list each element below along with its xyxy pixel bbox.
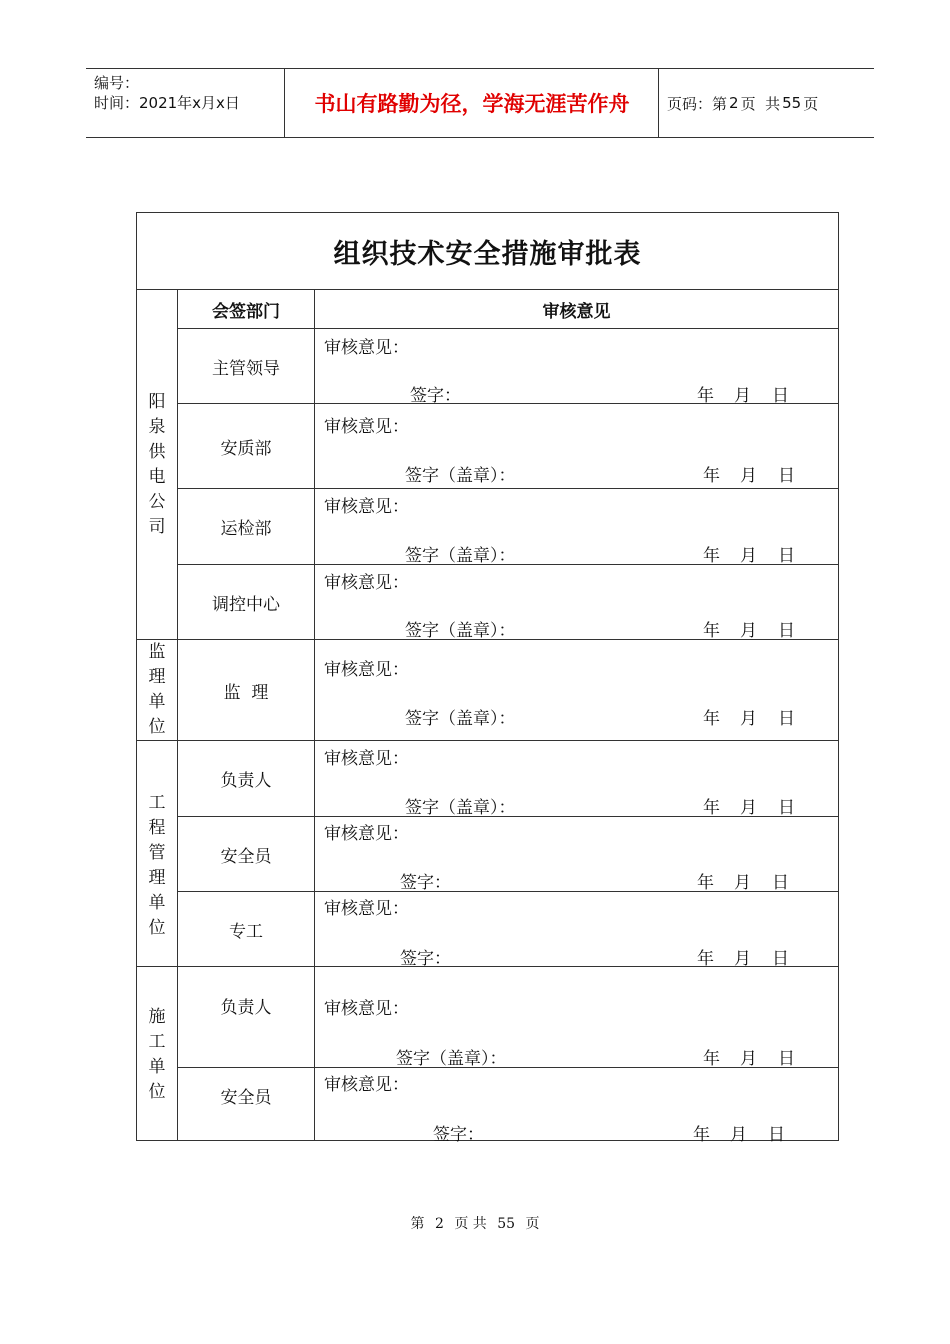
group-char: 电 <box>148 466 166 487</box>
date-line <box>703 1044 795 1069</box>
group-label-supervision <box>137 640 177 740</box>
date-month: 月 <box>740 1049 757 1069</box>
signature-label: 签字： <box>400 873 451 893</box>
page-end: 页 <box>803 94 819 113</box>
date-month: 月 <box>734 386 751 406</box>
group-char: 司 <box>148 516 166 537</box>
signature-label: 签字（盖章）： <box>405 546 516 566</box>
date-month: 月 <box>740 798 757 818</box>
opinion-label: 审核意见： <box>324 999 409 1019</box>
group-char: 泉 <box>148 416 166 437</box>
header-motto: 书山有路勤为径，学海无涯苦作舟 <box>314 92 630 116</box>
header-page-info <box>666 69 819 137</box>
dept-cell: 负责人 <box>220 771 272 791</box>
group-char: 管 <box>148 842 166 863</box>
group-char: 单 <box>148 1056 166 1077</box>
date-month: 月 <box>740 466 757 486</box>
group-char: 阳 <box>148 391 166 412</box>
column-header-opinion: 审核意见 <box>542 301 611 322</box>
approval-form <box>136 212 839 1145</box>
group-char: 理 <box>148 867 166 888</box>
opinion-label: 审核意见： <box>324 660 409 680</box>
date-day: 日 <box>778 546 795 566</box>
signature-label: 签字（盖章）： <box>405 798 516 818</box>
date-line <box>697 868 789 893</box>
page-total: 55 <box>782 94 802 112</box>
date-day: 日 <box>778 798 795 818</box>
date-line <box>697 944 789 969</box>
date-day: 日 <box>778 709 795 729</box>
date-line <box>703 541 795 566</box>
date-year: 年 <box>697 873 714 893</box>
date-month: 月 <box>730 1125 747 1145</box>
page-label: 页码：第 <box>667 94 728 113</box>
group-char: 监 <box>148 642 166 662</box>
signature-label: 签字： <box>400 949 451 969</box>
footer-mid: 页 共 <box>454 1216 487 1232</box>
opinion-label: 审核意见： <box>324 338 409 358</box>
rule <box>314 289 315 1140</box>
date-day: 日 <box>768 1125 785 1145</box>
date-day: 日 <box>772 873 789 893</box>
date-year: 年 <box>703 621 720 641</box>
opinion-label: 审核意见： <box>324 749 409 769</box>
date-year: 年 <box>703 546 720 566</box>
page-footer <box>0 1213 950 1233</box>
date-year: 年 <box>703 798 720 818</box>
group-char: 公 <box>148 491 166 512</box>
date-year: 年 <box>693 1125 710 1145</box>
signature-label: 签字（盖章）： <box>396 1049 507 1069</box>
group-char: 程 <box>148 817 166 838</box>
date-line <box>703 793 795 818</box>
group-char: 供 <box>148 441 166 462</box>
dept-cell: 运检部 <box>220 519 272 539</box>
date-day: 日 <box>778 1049 795 1069</box>
signature-label: 签字（盖章）： <box>405 709 516 729</box>
group-label-project-management <box>137 741 177 966</box>
dept-cell: 主管领导 <box>212 358 280 379</box>
date-line <box>693 1120 785 1145</box>
group-label-yangquan-power <box>137 290 177 639</box>
group-char: 理 <box>148 667 166 687</box>
signature-label: 签字（盖章）： <box>405 621 516 641</box>
date-year: 年 <box>697 949 714 969</box>
date-line <box>703 616 795 641</box>
date-line <box>703 461 795 486</box>
group-char: 位 <box>148 917 166 938</box>
dept-cell: 专工 <box>229 921 263 942</box>
group-char: 单 <box>148 892 166 913</box>
footer-page-current: 2 <box>434 1216 444 1232</box>
group-char: 位 <box>148 717 166 737</box>
opinion-label: 审核意见： <box>324 417 409 437</box>
serial-number-label: 编号： <box>94 74 140 92</box>
opinion-label: 审核意见： <box>324 497 409 517</box>
signature-label: 签字： <box>433 1125 484 1145</box>
running-header <box>86 68 874 138</box>
header-meta <box>94 73 240 113</box>
group-char: 施 <box>148 1006 166 1027</box>
date-day: 日 <box>772 386 789 406</box>
date-day: 日 <box>772 949 789 969</box>
group-label-construction <box>137 967 177 1142</box>
opinion-label: 审核意见： <box>324 899 409 919</box>
date-year: 年 <box>703 709 720 729</box>
signature-label: 签字： <box>410 386 461 406</box>
opinion-label: 审核意见： <box>324 824 409 844</box>
dept-cell: 监 理 <box>223 682 269 703</box>
date-year: 年 <box>703 1049 720 1069</box>
group-char: 工 <box>148 1031 166 1052</box>
dept-cell: 安质部 <box>220 438 272 459</box>
date-line <box>697 381 789 406</box>
date-line <box>703 704 795 729</box>
opinion-label: 审核意见： <box>324 573 409 593</box>
date-month: 月 <box>740 709 757 729</box>
footer-suffix: 页 <box>525 1216 540 1232</box>
date-month: 月 <box>734 949 751 969</box>
time-label: 时间：2021年x月x日 <box>94 94 240 112</box>
date-month: 月 <box>740 621 757 641</box>
footer-page-total: 55 <box>497 1216 516 1232</box>
group-char: 位 <box>148 1081 166 1102</box>
form-title: 组织技术安全措施审批表 <box>333 238 642 270</box>
date-month: 月 <box>734 873 751 893</box>
dept-cell: 安全员 <box>220 1087 272 1108</box>
header-divider <box>658 69 659 137</box>
page-mid: 页 共 <box>740 94 781 113</box>
dept-cell: 安全员 <box>220 846 272 867</box>
group-char: 单 <box>148 692 166 712</box>
dept-cell: 调控中心 <box>212 594 280 615</box>
page-current: 2 <box>729 94 739 112</box>
date-year: 年 <box>703 466 720 486</box>
group-char: 工 <box>148 792 166 813</box>
date-day: 日 <box>778 466 795 486</box>
opinion-label: 审核意见： <box>324 1075 409 1095</box>
signature-label: 签字（盖章）： <box>405 466 516 486</box>
footer-prefix: 第 <box>410 1216 425 1232</box>
dept-cell: 负责人 <box>220 997 272 1018</box>
date-year: 年 <box>697 386 714 406</box>
column-header-dept: 会签部门 <box>212 301 280 322</box>
date-month: 月 <box>740 546 757 566</box>
date-day: 日 <box>778 621 795 641</box>
header-divider <box>284 69 285 137</box>
